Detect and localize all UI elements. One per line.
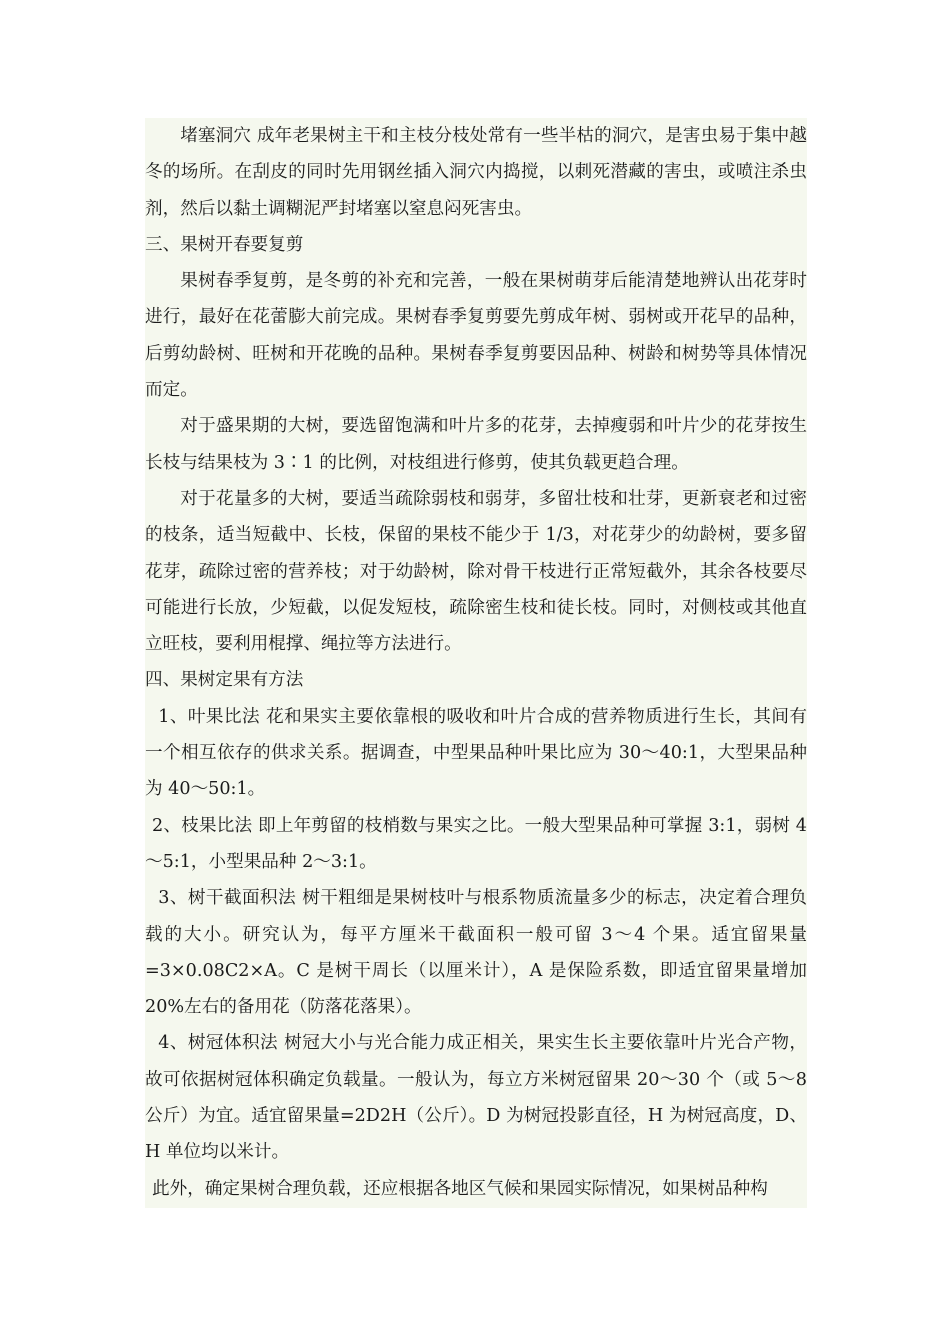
paragraph-plug-holes: 堵塞洞穴 成年老果树主干和主枝分枝处常有一些半枯的洞穴，是害虫易于集中越冬的场所。在刮皮的同时先用钢丝插入洞穴内捣搅，以刺死潜藏的害虫，或喷注杀虫剂，然后以黏土调糊泥严封堵塞以窒息闷死害虫。 — [145, 126, 807, 219]
paragraph-mature-trees: 对于盛果期的大树，要选留饱满和叶片多的花芽，去掉瘦弱和叶片少的花芽按生长枝与结果枝为 3∶1 的比例，对枝组进行修剪，使其负载更趋合理。 — [145, 416, 807, 473]
document-body — [145, 118, 807, 1207]
paragraph-branch-fruit-ratio: 2、枝果比法 即上年剪留的枝梢数与果实之比。一般大型果品种可掌握 3:1，弱树 4～5:1，小型果品种 2～3:1。 — [145, 815, 807, 872]
section-heading-4: 四、果树定果有方法 — [145, 670, 304, 691]
paragraph-trunk-area: 3、树干截面积法 树干粗细是果树枝叶与根系物质流量多少的标志，决定着合理负载的大小。研究认为，每平方厘米干截面积一般可留 3～4 个果。适宜留果量=3×0.08C2×A。C 是树干周长（以厘米计），A 是保险系数，即适宜留果量增加 20%左右的备用花（防落花落果）。 — [145, 888, 807, 1018]
paragraph-leaf-fruit-ratio: 1、叶果比法 花和果实主要依靠根的吸收和叶片合成的营养物质进行生长，其间有一个相互依存的供求关系。据调查，中型果品种叶果比应为 30～40:1，大型果品种为 40～50:1。 — [145, 706, 807, 800]
paragraph-spring-pruning: 果树春季复剪，是冬剪的补充和完善，一般在果树萌芽后能清楚地辨认出花芽时进行，最好在花蕾膨大前完成。果树春季复剪要先剪成年树、弱树或开花早的品种，后剪幼龄树、旺树和开花晚的品种。果树春季复剪要因品种、树龄和树势等具体情况而定。 — [145, 271, 807, 401]
section-heading-3: 三、果树开春要复剪 — [145, 234, 304, 255]
paragraph-canopy-volume: 4、树冠体积法 树冠大小与光合能力成正相关，果实生长主要依靠叶片光合产物，故可依据树冠体积确定负载量。一般认为，每立方米树冠留果 20～30 个（或 5～8 公斤）为宜。适宜留果量=2D2H（公斤）。D 为树冠投影直径，H 为树冠高度，D、H 单位均以米计。 — [145, 1033, 807, 1163]
paragraph-heavy-flowering: 对于花量多的大树，要适当疏除弱枝和弱芽，多留壮枝和壮芽，更新衰老和过密的枝条，适当短截中、长枝，保留的果枝不能少于 1/3，对花芽少的幼龄树，要多留花芽，疏除过密的营养枝；对于幼龄树，除对骨干枝进行正常短截外，其余各枝要尽可能进行长放，少短截，以促发短枝，疏除密生枝和徒长枝。同时，对侧枝或其他直立旺枝，要利用棍撑、绳拉等方法进行。 — [145, 488, 807, 655]
paragraph-additional: 此外，确定果树合理负载，还应根据各地区气候和果园实际情况，如果树品种构 — [152, 1178, 768, 1199]
